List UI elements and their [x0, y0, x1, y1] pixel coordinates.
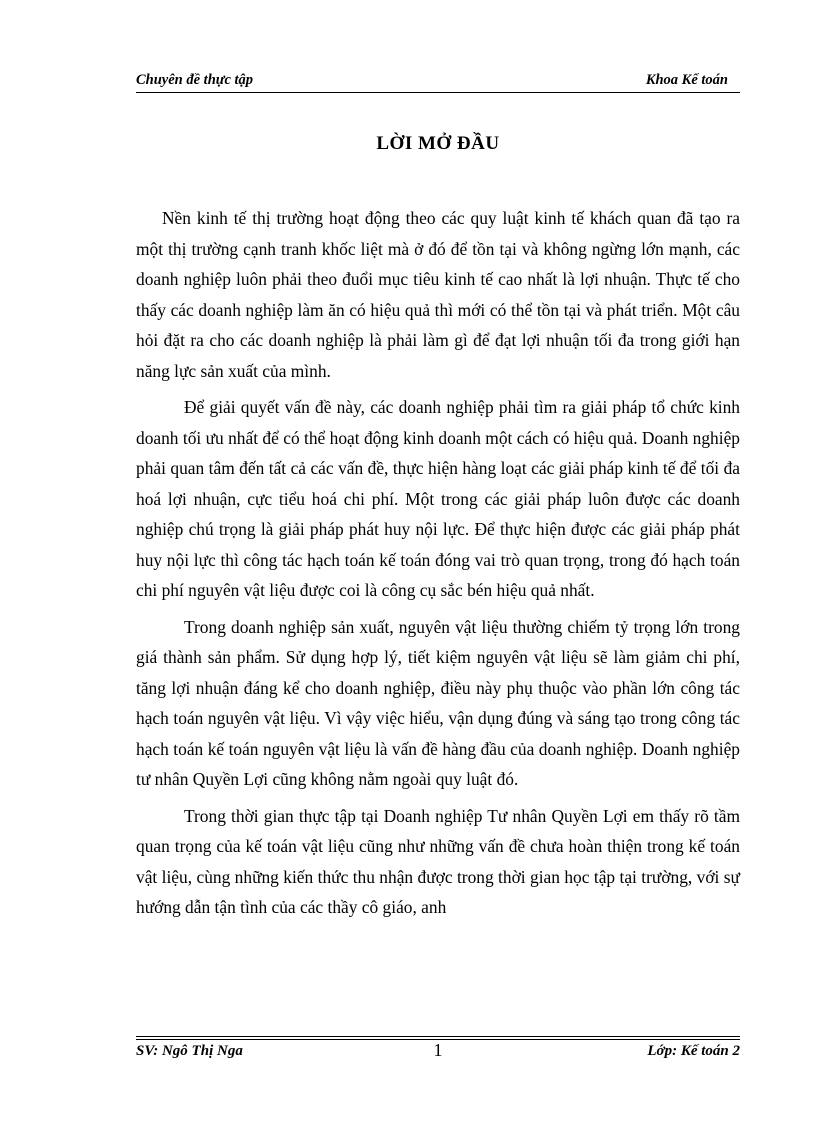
page-footer	[136, 1040, 740, 1067]
paragraph-1: Nền kinh tế thị trường hoạt động theo các quy luật kinh tế khách quan đã tạo ra một thị trường cạnh tranh khốc liệt mà ở đó để tồn tại và không ngừng lớn mạnh, các doanh nghiệp luôn phải theo đuổi mục tiêu kinh tế cao nhất là lợi nhuận. Thực tế cho thấy các doanh nghiệp làm ăn có hiệu quả thì mới có thể tồn tại và phát triển. Một câu hỏi đặt ra cho các doanh nghiệp là phải làm gì để đạt lợi nhuận tối đa trong giới hạn năng lực sản xuất của mình.	[136, 208, 740, 381]
page-title: LỜI MỞ ĐẦU	[376, 133, 500, 154]
footer-page-number: 1	[433, 1040, 443, 1060]
header-faculty: Khoa Kế toán	[645, 72, 728, 88]
header-document-type: Chuyên đề thực tập	[136, 72, 254, 88]
footer-student-name: SV: Ngô Thị Nga	[136, 1043, 243, 1059]
paragraph-3: Trong doanh nghiệp sản xuất, nguyên vật liệu thường chiếm tỷ trọng lớn trong giá thành sản phẩm. Sử dụng hợp lý, tiết kiệm nguyên vật liệu sẽ làm giảm chi phí, tăng lợi nhuận đáng kể cho doanh nghiệp, điều này phụ thuộc vào phần lớn công tác hạch toán nguyên vật liệu. Vì vậy việc hiểu, vận dụng đúng và sáng tạo trong công tác hạch toán kế toán nguyên vật liệu là vấn đề hàng đầu của doanh nghiệp. Doanh nghiệp tư nhân Quyền Lợi cũng không nằm ngoài quy luật đó.	[136, 616, 740, 789]
document-body	[136, 203, 740, 929]
paragraph-2: Để giải quyết vấn đề này, các doanh nghiệp phải tìm ra giải pháp tổ chức kinh doanh tối ưu nhất để có thể hoạt động kinh doanh một cách có hiệu quả. Doanh nghiệp phải quan tâm đến tất cả các vấn đề, thực hiện hàng loạt các giải pháp kinh tế để tối đa hoá lợi nhuận, cực tiểu hoá chi phí. Một trong các giải pháp luôn được các doanh nghiệp chú trọng là giải pháp phát huy nội lực. Để thực hiện được các giải pháp phát huy nội lực thì công tác hạch toán kế toán đóng vai trò quan trọng, trong đó hạch toán chi phí nguyên vật liệu được coi là công cụ sắc bén hiệu quả nhất.	[136, 397, 740, 600]
paragraph-4: Trong thời gian thực tập tại Doanh nghiệp Tư nhân Quyền Lợi em thấy rõ tầm quan trọng của kế toán vật liệu cũng như những vấn đề chưa hoàn thiện trong kế toán vật liệu, cùng những kiến thức thu nhận được trong thời gian học tập tại trường, với sự hướng dẫn tận tình của các thầy cô giáo, anh	[136, 805, 740, 917]
page-header	[136, 70, 740, 93]
footer-rule-top	[136, 1036, 740, 1037]
footer-class-name: Lớp: Kế toán 2	[647, 1043, 740, 1059]
